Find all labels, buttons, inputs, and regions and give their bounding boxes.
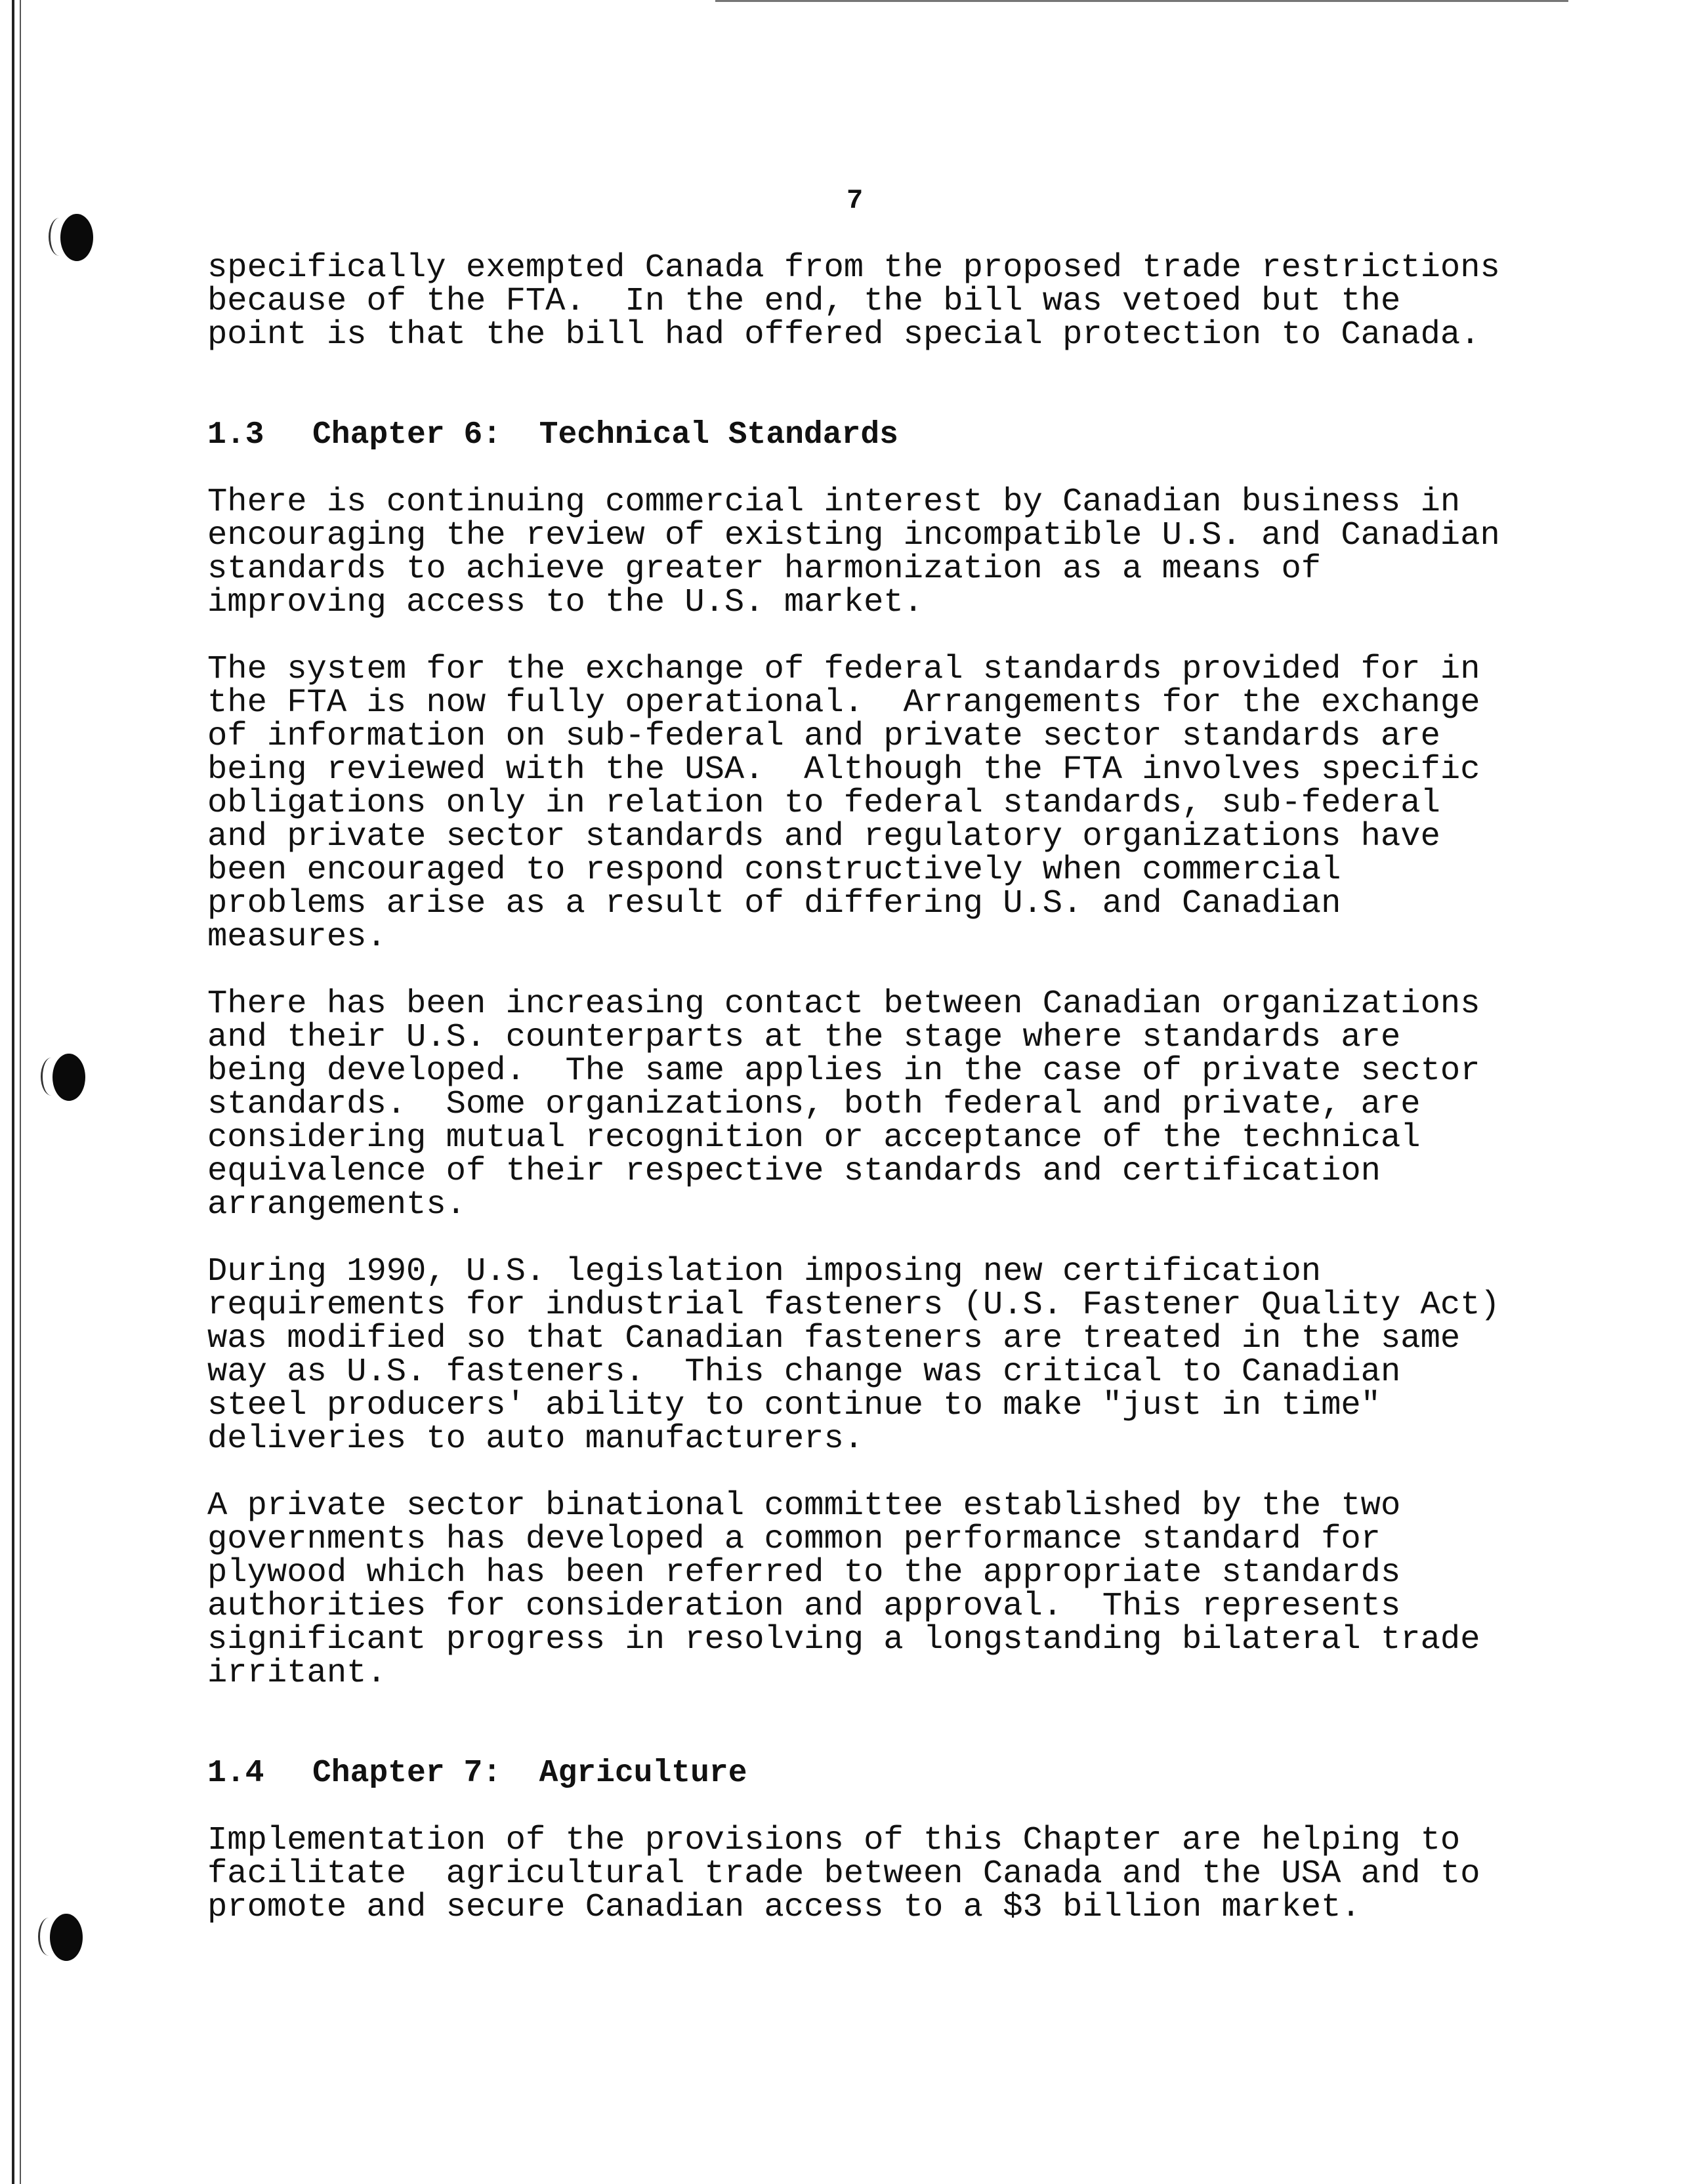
section-heading — [207, 419, 1546, 452]
text-line: being reviewed with the USA. Although the FTA involves specific — [207, 751, 1480, 789]
text-line: specifically exempted Canada from the proposed trade restrictions — [207, 249, 1500, 287]
text-line: governments has developed a common performance standard for — [207, 1521, 1381, 1558]
text-line: During 1990, U.S. legislation imposing new certification — [207, 1253, 1322, 1290]
text-line: and private sector standards and regulatory organizations have — [207, 818, 1440, 855]
scan-edge-artifact — [715, 0, 1568, 2]
section-number: 1.4 — [207, 1756, 264, 1791]
text-line: A private sector binational committee established by the two — [207, 1487, 1401, 1525]
text-line: because of the FTA. In the end, the bill was vetoed but the — [207, 283, 1401, 320]
paragraph — [207, 653, 1546, 954]
section-number: 1.3 — [207, 417, 264, 453]
text-line: irritant. — [207, 1655, 387, 1692]
text-line: point is that the bill had offered special protection to Canada. — [207, 316, 1480, 354]
text-line: equivalence of their respective standards and certification — [207, 1153, 1381, 1190]
text-line: plywood which has been referred to the appropriate standards — [207, 1554, 1401, 1592]
text-line: arrangements. — [207, 1186, 466, 1224]
text-line: authorities for consideration and approval. This represents — [207, 1588, 1401, 1625]
text-line: steel producers' ability to continue to make "just in time" — [207, 1387, 1381, 1424]
paragraph — [207, 1255, 1546, 1456]
section-title: Chapter 6: Technical Standards — [312, 417, 898, 453]
scan-edge-artifact — [20, 0, 21, 2184]
section-title: Chapter 7: Agriculture — [312, 1756, 747, 1791]
text-line: been encouraged to respond constructively when commercial — [207, 852, 1341, 889]
punch-hole-mark — [52, 1054, 85, 1101]
punch-hole-mark — [60, 214, 93, 261]
text-line: and their U.S. counterparts at the stage where standards are — [207, 1019, 1401, 1056]
text-line: standards to achieve greater harmonization as a means of — [207, 550, 1322, 588]
text-line: was modified so that Canadian fasteners are treated in the same — [207, 1320, 1461, 1357]
text-line: The system for the exchange of federal standards provided for in — [207, 651, 1480, 688]
text-line: problems arise as a result of differing U.S. and Canadian — [207, 885, 1341, 922]
text-line: Implementation of the provisions of this Chapter are helping to — [207, 1822, 1461, 1859]
page-number: 7 — [847, 185, 864, 216]
paragraph — [207, 987, 1546, 1222]
scan-edge-artifact — [12, 0, 14, 2184]
text-line: improving access to the U.S. market. — [207, 584, 923, 621]
text-line: facilitate agricultural trade between Canada and the USA and to — [207, 1855, 1480, 1893]
intro-paragraph — [207, 251, 1546, 352]
punch-hole-mark — [50, 1914, 83, 1961]
text-line: encouraging the review of existing incompatible U.S. and Canadian — [207, 517, 1500, 554]
text-line: standards. Some organizations, both federal and private, are — [207, 1086, 1421, 1123]
text-line: promote and secure Canadian access to a $3 billion market. — [207, 1889, 1361, 1926]
text-line: considering mutual recognition or acceptance of the technical — [207, 1119, 1421, 1157]
text-line: deliveries to auto manufacturers. — [207, 1420, 864, 1458]
text-line: way as U.S. fasteners. This change was critical to Canadian — [207, 1353, 1401, 1391]
text-line: the FTA is now fully operational. Arrangements for the exchange — [207, 684, 1480, 722]
text-line: requirements for industrial fasteners (U.S. Fastener Quality Act) — [207, 1287, 1500, 1324]
paragraph — [207, 1824, 1546, 1924]
paragraph — [207, 1489, 1546, 1690]
document-body — [207, 251, 1546, 1924]
text-line: obligations only in relation to federal standards, sub-federal — [207, 785, 1440, 822]
text-line: of information on sub-federal and private sector standards are — [207, 718, 1440, 755]
text-line: measures. — [207, 918, 387, 956]
text-line: significant progress in resolving a longstanding bilateral trade — [207, 1621, 1480, 1659]
section-heading — [207, 1757, 1546, 1790]
text-line: being developed. The same applies in the case of private sector — [207, 1052, 1480, 1090]
text-line: There has been increasing contact between Canadian organizations — [207, 985, 1480, 1023]
paragraph — [207, 485, 1546, 619]
text-line: There is continuing commercial interest by Canadian business in — [207, 484, 1461, 521]
